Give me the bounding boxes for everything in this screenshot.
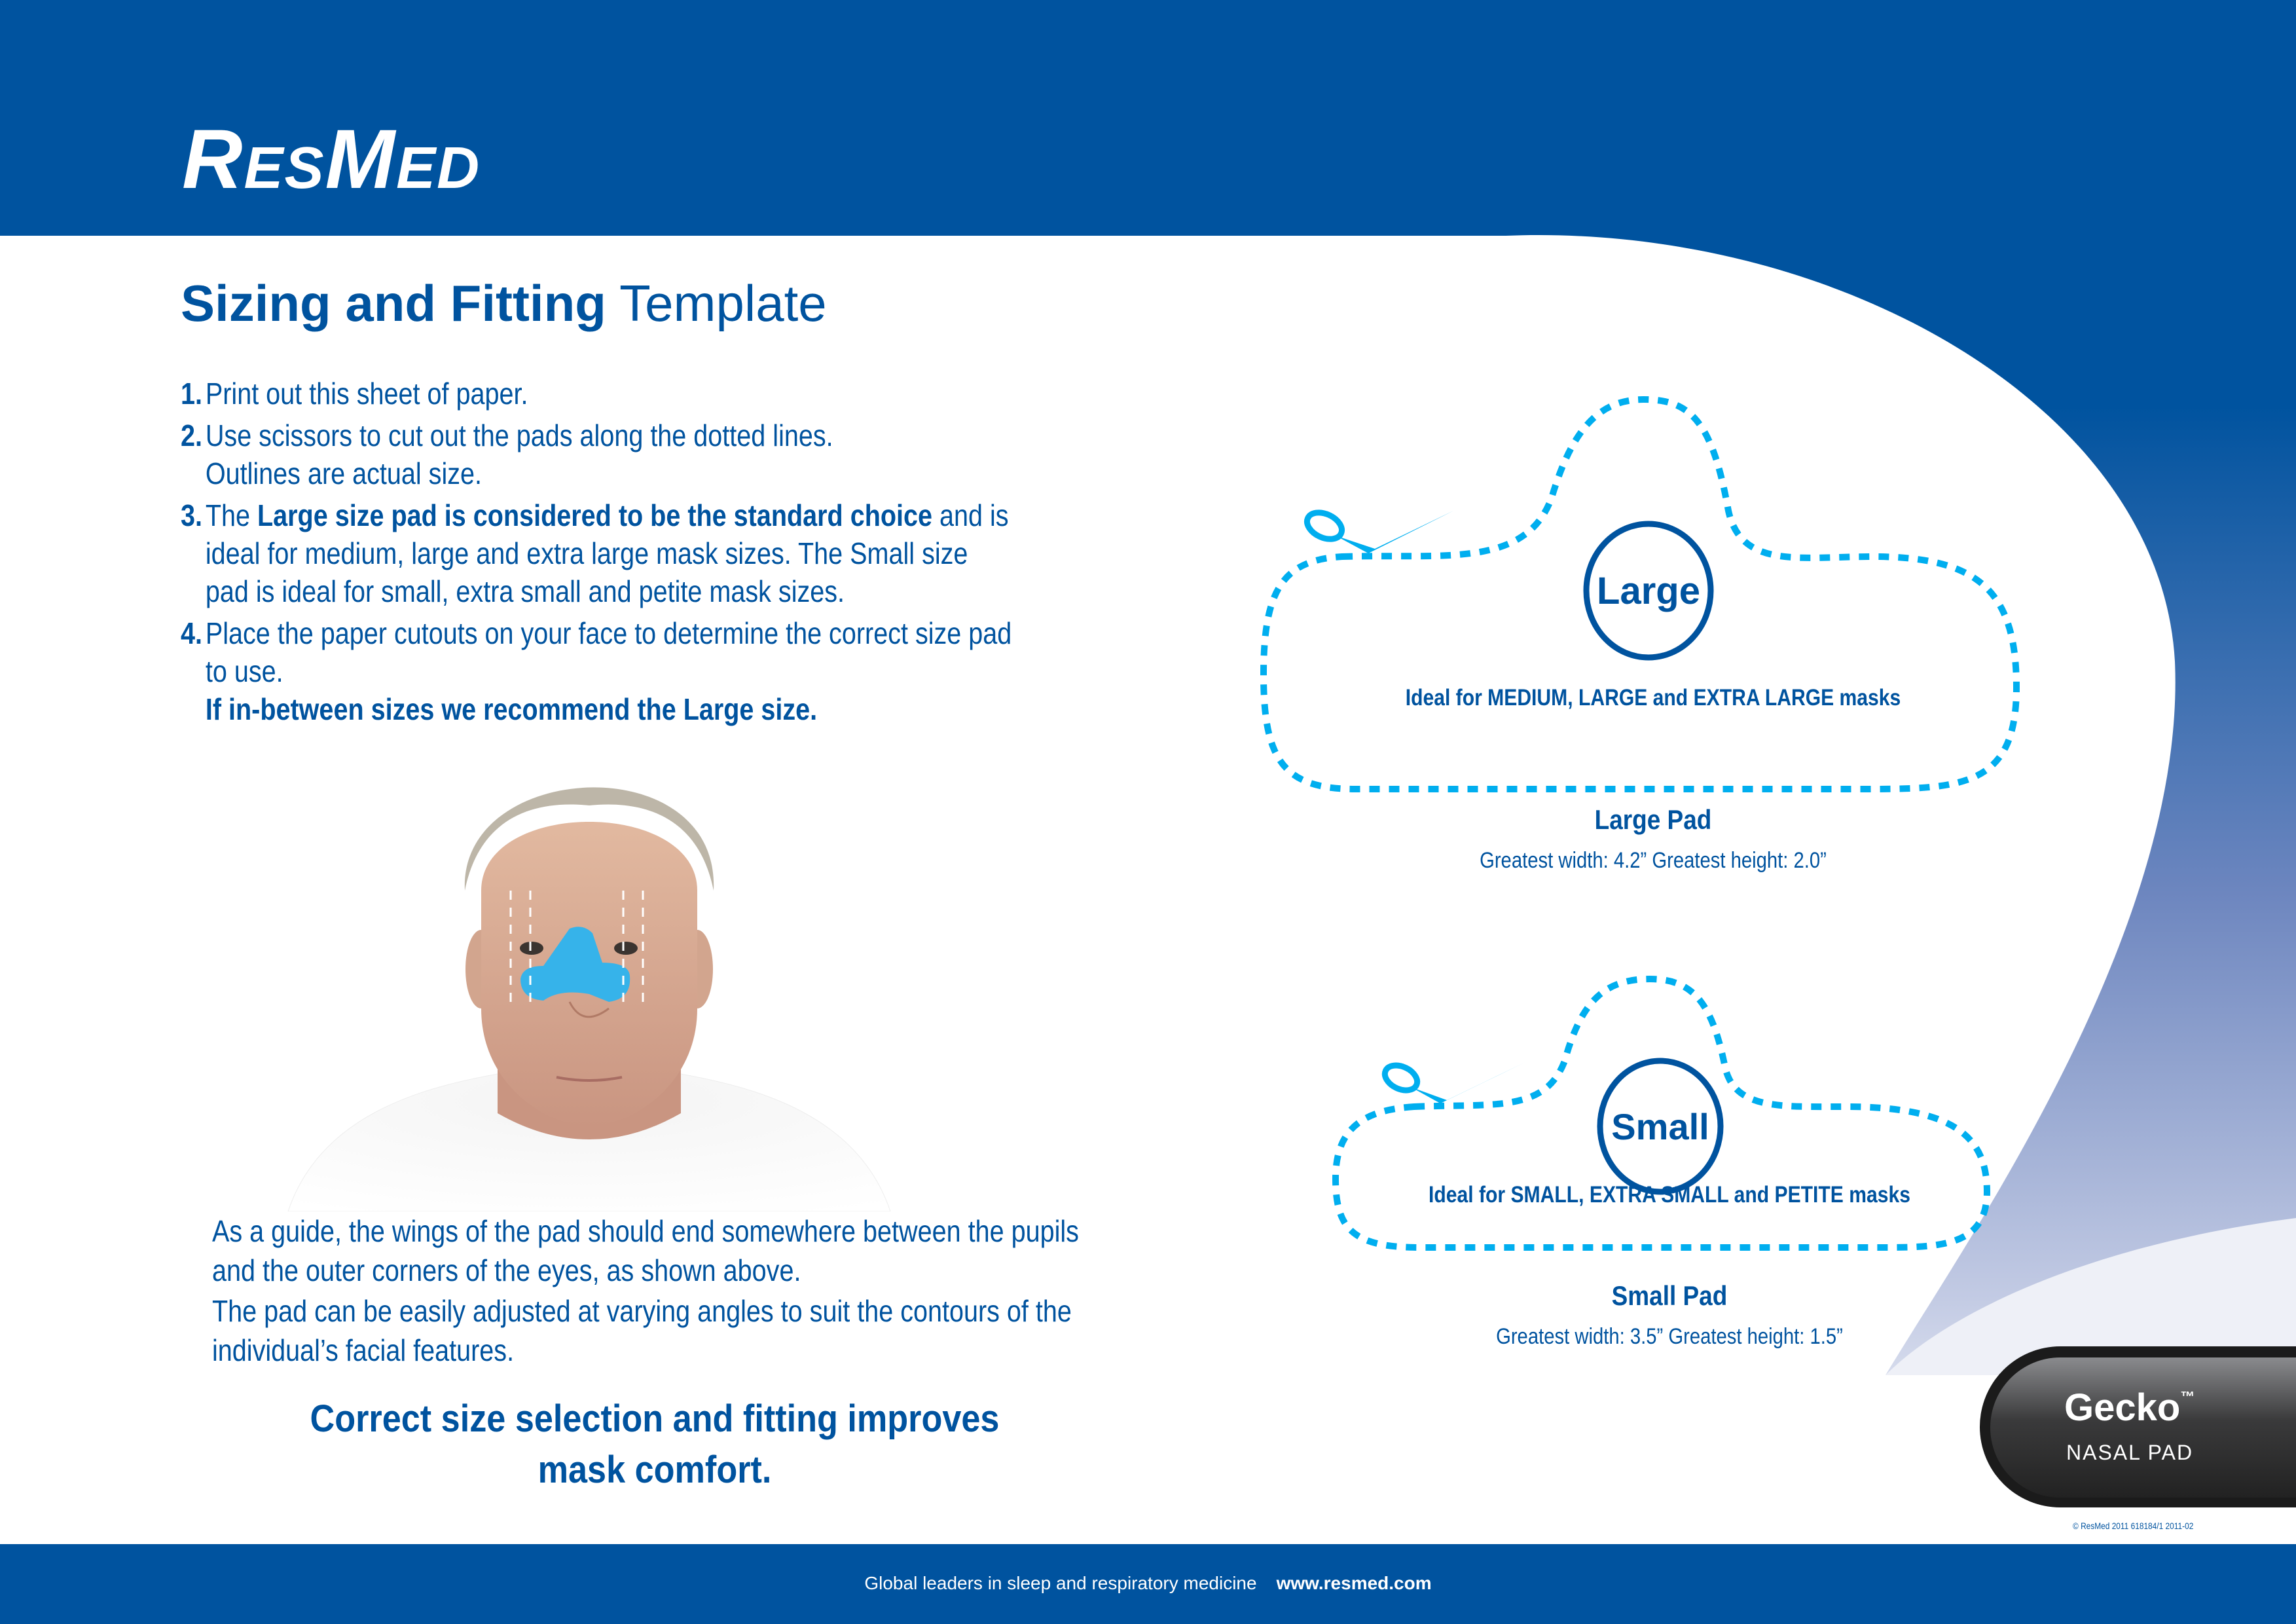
ideal-post: masks <box>1843 1182 1910 1208</box>
ideal-bold: SMALL, EXTRA SMALL <box>1510 1182 1729 1208</box>
product-subtitle: NASAL PAD <box>2066 1441 2194 1464</box>
step-number: 4. <box>181 616 203 650</box>
large-pad-ideal <box>1302 685 2005 711</box>
product-name-text: Gecko <box>2064 1386 2181 1429</box>
instruction-steps <box>181 375 1014 732</box>
ideal-bold: EXTRA LARGE <box>1693 685 1834 710</box>
ideal-pre: Ideal for <box>1429 1182 1511 1208</box>
step-text-line: Use scissors to cut out the pads along the dotted lines. <box>205 418 833 452</box>
small-pad-dims: Greatest width: 3.5” Greatest height: 1.5” <box>1496 1324 1843 1349</box>
ideal-mid: and <box>1647 685 1694 710</box>
scissors-icon <box>1381 1061 1525 1103</box>
ideal-bold: MEDIUM, LARGE <box>1487 685 1648 710</box>
step-number: 2. <box>181 418 203 452</box>
step-2 <box>181 416 1014 492</box>
large-pad-cutout[interactable] <box>1244 380 2062 799</box>
title-bold: Sizing and Fitting <box>181 274 606 332</box>
footer-url[interactable]: www.resmed.com <box>1276 1573 1432 1593</box>
copyright: © ResMed 2011 618184/1 2011-02 <box>2073 1521 2194 1531</box>
ideal-bold: PETITE <box>1774 1182 1844 1208</box>
step-4 <box>181 614 1014 728</box>
step-text-bold: If in-between sizes we recommend the Large size. <box>205 692 818 726</box>
footer-text <box>0 1573 2296 1594</box>
page-title <box>181 274 827 333</box>
badge-label: Large <box>1597 570 1700 612</box>
ideal-post: masks <box>1834 685 1901 710</box>
step-text-line: Outlines are actual size. <box>205 456 483 490</box>
step-text-line: Place the paper cutouts on your face to determine the correct size pad to use. <box>205 616 1012 688</box>
badge-label: Small <box>1611 1106 1709 1147</box>
step-1 <box>181 375 1014 413</box>
product-name <box>2064 1386 2195 1430</box>
large-pad-name: Large Pad <box>1594 804 1712 835</box>
ideal-mid: and <box>1728 1182 1775 1208</box>
guide-paragraph-1: As a guide, the wings of the pad should end somewhere between the pupils and the outer corners of the eyes, as shown above. <box>212 1214 1079 1287</box>
small-pad-cutout[interactable] <box>1309 950 2030 1257</box>
eye-left <box>520 942 543 955</box>
step-text <box>206 416 1014 492</box>
step-text-bold: Large size pad is considered to be the standard choice <box>257 498 933 532</box>
step-3 <box>181 496 1014 610</box>
step-number: 3. <box>181 498 203 532</box>
guide-paragraph-2: The pad can be easily adjusted at varying angles to suit the contours of the individual’s facial features. <box>212 1294 1072 1367</box>
face-illustration <box>262 720 917 1211</box>
step-text <box>206 496 1014 610</box>
eye-right <box>614 942 638 955</box>
small-pad-name: Small Pad <box>1611 1280 1728 1311</box>
trademark: ™ <box>2180 1388 2195 1405</box>
scissors-icon <box>1303 507 1453 553</box>
step-text-pre: The <box>205 498 258 532</box>
small-pad-ideal <box>1360 1182 1979 1208</box>
title-light: Template <box>619 274 827 332</box>
large-pad-dims: Greatest width: 4.2” Greatest height: 2.0” <box>1480 848 1827 873</box>
callout-line-1: Correct size selection and fitting improves <box>310 1397 1000 1440</box>
guide-text <box>212 1211 1091 1371</box>
ideal-pre: Ideal for <box>1405 685 1488 710</box>
step-number: 1. <box>181 377 203 411</box>
step-text: Print out this sheet of paper. <box>205 377 528 411</box>
step-text <box>206 614 1014 728</box>
step-text-post: and is ideal for medium, large and extra large mask sizes. The Small size pad is ideal for small, extra small and petite mask sizes. <box>205 498 1009 608</box>
footer-tagline: Global leaders in sleep and respiratory medicine <box>864 1573 1257 1593</box>
callout-text <box>260 1393 1049 1496</box>
callout-line-2: mask comfort. <box>538 1449 772 1491</box>
resmed-logo: ResMed <box>182 113 481 206</box>
